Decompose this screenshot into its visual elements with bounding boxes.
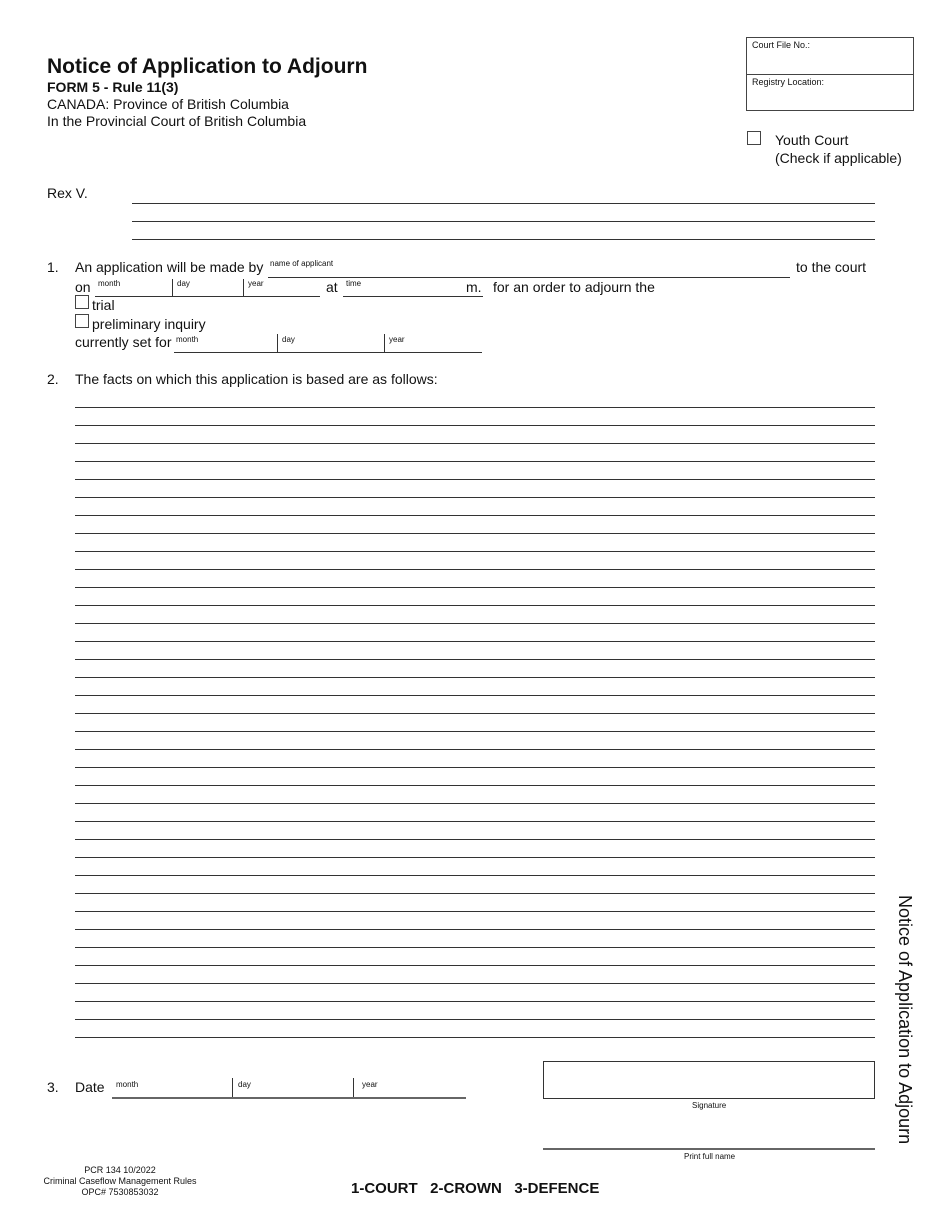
registry-label: Registry Location: bbox=[752, 77, 825, 87]
divider bbox=[353, 1078, 354, 1097]
date-field[interactable] bbox=[112, 1097, 466, 1099]
facts-line[interactable] bbox=[75, 911, 875, 912]
rex-line[interactable] bbox=[132, 221, 875, 222]
application-text: An application will be made by bbox=[75, 259, 264, 275]
divider bbox=[172, 279, 173, 297]
facts-line[interactable] bbox=[75, 695, 875, 696]
facts-line[interactable] bbox=[75, 443, 875, 444]
facts-line[interactable] bbox=[75, 677, 875, 678]
facts-line[interactable] bbox=[75, 839, 875, 840]
time-hint: time bbox=[346, 279, 362, 288]
divider bbox=[277, 334, 278, 352]
facts-line[interactable] bbox=[75, 983, 875, 984]
day-hint: day bbox=[282, 335, 295, 344]
set-for-label: currently set for bbox=[75, 334, 172, 350]
month-hint: month bbox=[98, 279, 121, 288]
rules-text: Criminal Caseflow Management Rules bbox=[43, 1176, 197, 1186]
trial-label: trial bbox=[92, 297, 115, 313]
facts-line[interactable] bbox=[75, 947, 875, 948]
form-code-text: PCR 134 10/2022 bbox=[84, 1165, 156, 1175]
facts-line[interactable] bbox=[75, 425, 875, 426]
m-label: m. bbox=[466, 279, 482, 295]
divider bbox=[243, 279, 244, 297]
facts-line[interactable] bbox=[75, 749, 875, 750]
facts-line[interactable] bbox=[75, 713, 875, 714]
date-label: Date bbox=[75, 1079, 105, 1095]
facts-line[interactable] bbox=[75, 407, 875, 408]
year-hint: year bbox=[248, 279, 264, 288]
facts-line[interactable] bbox=[75, 803, 875, 804]
facts-line[interactable] bbox=[75, 497, 875, 498]
side-title: Notice of Application to Adjourn bbox=[895, 895, 915, 1145]
facts-line[interactable] bbox=[75, 785, 875, 786]
court-file-box[interactable] bbox=[746, 37, 914, 111]
print-name-field[interactable] bbox=[543, 1148, 875, 1150]
at-label: at bbox=[326, 279, 338, 295]
order-text: for an order to adjourn the bbox=[493, 279, 655, 295]
set-for-date-field[interactable] bbox=[174, 352, 482, 353]
facts-line[interactable] bbox=[75, 1019, 875, 1020]
rex-line[interactable] bbox=[132, 239, 875, 240]
facts-line[interactable] bbox=[75, 767, 875, 768]
facts-line[interactable] bbox=[75, 641, 875, 642]
facts-line[interactable] bbox=[75, 587, 875, 588]
facts-line[interactable] bbox=[75, 1037, 875, 1038]
to-court-text: to the court bbox=[796, 259, 867, 275]
month-hint: month bbox=[116, 1080, 139, 1089]
rex-line[interactable] bbox=[132, 203, 875, 204]
province: CANADA: Province of British Columbia bbox=[47, 96, 289, 112]
form-number: FORM 5 - Rule 11(3) bbox=[47, 79, 179, 95]
applicant-hint: name of applicant bbox=[270, 259, 334, 268]
facts-line[interactable] bbox=[75, 965, 875, 966]
facts-line[interactable] bbox=[75, 551, 875, 552]
court-file-label: Court File No.: bbox=[747, 38, 913, 75]
trial-checkbox[interactable] bbox=[75, 295, 89, 309]
facts-line[interactable] bbox=[75, 821, 875, 822]
year-hint: year bbox=[362, 1080, 378, 1089]
day-hint: day bbox=[177, 279, 190, 288]
year-hint: year bbox=[389, 335, 405, 344]
facts-line[interactable] bbox=[75, 533, 875, 534]
page-title: Notice of Application to Adjourn bbox=[47, 55, 368, 78]
time-field[interactable] bbox=[343, 296, 483, 297]
facts-heading: The facts on which this application is based are as follows: bbox=[75, 371, 438, 387]
divider bbox=[232, 1078, 233, 1097]
divider bbox=[384, 334, 385, 352]
facts-line[interactable] bbox=[75, 659, 875, 660]
facts-line[interactable] bbox=[75, 479, 875, 480]
preliminary-inquiry-checkbox[interactable] bbox=[75, 314, 89, 328]
section-2-number: 2. bbox=[47, 371, 59, 387]
month-hint: month bbox=[176, 335, 199, 344]
rex-label: Rex V. bbox=[47, 185, 88, 201]
signature-box[interactable] bbox=[543, 1061, 875, 1099]
court-name: In the Provincial Court of British Columbia bbox=[47, 113, 307, 129]
signature-label: Signature bbox=[692, 1101, 727, 1110]
facts-line[interactable] bbox=[75, 461, 875, 462]
youth-court-note: (Check if applicable) bbox=[775, 150, 902, 166]
facts-line[interactable] bbox=[75, 1001, 875, 1002]
facts-line[interactable] bbox=[75, 623, 875, 624]
copies-distribution: 1-COURT 2-CROWN 3-DEFENCE bbox=[351, 1180, 600, 1197]
facts-line[interactable] bbox=[75, 875, 875, 876]
hearing-date-field[interactable] bbox=[95, 296, 320, 297]
applicant-field[interactable] bbox=[268, 277, 790, 278]
section-1-number: 1. bbox=[47, 259, 59, 275]
opc-text: OPC# 7530853032 bbox=[81, 1187, 159, 1197]
form-code bbox=[30, 1165, 210, 1198]
facts-line[interactable] bbox=[75, 857, 875, 858]
facts-line[interactable] bbox=[75, 605, 875, 606]
day-hint: day bbox=[238, 1080, 251, 1089]
youth-court-checkbox[interactable] bbox=[747, 131, 761, 145]
on-label: on bbox=[75, 279, 91, 295]
facts-line[interactable] bbox=[75, 929, 875, 930]
facts-line[interactable] bbox=[75, 893, 875, 894]
preliminary-inquiry-label: preliminary inquiry bbox=[92, 316, 206, 332]
section-3-number: 3. bbox=[47, 1079, 59, 1095]
facts-line[interactable] bbox=[75, 569, 875, 570]
print-name-label: Print full name bbox=[684, 1152, 736, 1161]
facts-line[interactable] bbox=[75, 515, 875, 516]
youth-court-label: Youth Court bbox=[775, 132, 849, 148]
facts-line[interactable] bbox=[75, 731, 875, 732]
